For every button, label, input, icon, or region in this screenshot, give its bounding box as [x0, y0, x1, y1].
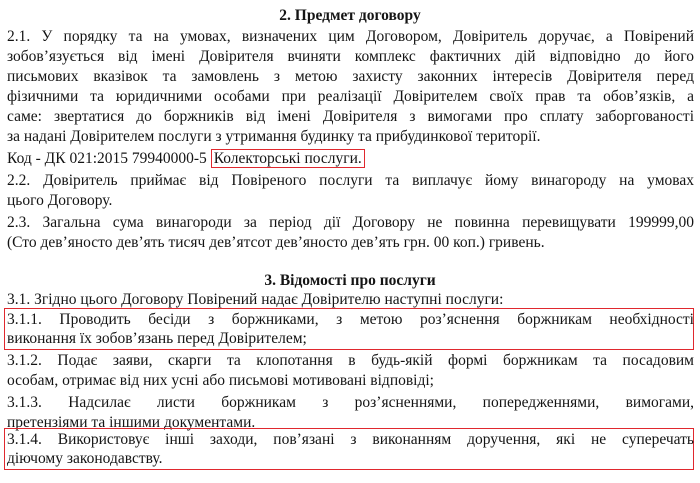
clause-2-1-line-3: письмових вказівок та замовлень з метою захисту законних інтересів Довірителя перед — [7, 68, 694, 85]
clause-2-1-line-5: саме: звертатися до боржників від імені Довірителя з вимогами про сплату заборгованості — [7, 108, 694, 125]
clause-2-1-line-4: фізичними та юридичними особами при реалізації Довірителем своїх прав та обов’язків, а — [7, 88, 694, 105]
cpv-code-prefix: Код - ДК 021:2015 79940000-5 — [7, 150, 211, 167]
clause-2-2-line-1: 2.2. Довіритель приймає від Повіреного послуги та виплачує йому винагороду на умовах — [7, 172, 694, 189]
section-2-heading: 2. Предмет договору — [279, 7, 421, 24]
clause-3-1-2-line-2: особам, отримає від них усні або письмові мотивовані відповіді; — [7, 372, 434, 389]
clause-2-3-line-2: (Сто дев’яносто дев’ять тисяч дев’ятсот дев’яносто дев’ять грн. 00 коп.) гривень. — [7, 234, 545, 251]
clause-3-1-4-line-2: діючому законодавству. — [7, 450, 163, 467]
clause-2-1-line-2: зобов’язується від імені Довірителя вчиняти комплекс фактичних дій відповідно до його — [7, 48, 694, 65]
clause-3-1-1-line-1: 3.1.1. Проводить бесіди з боржниками, з метою роз’яснення боржникам необхідності — [7, 311, 694, 328]
clause-2-1-line-6: за надані Довірителем послуги з утримання будинку та прибудинкової території. — [7, 128, 541, 145]
cpv-code-line — [7, 150, 365, 168]
clause-3-1-1-line-2: виконання їх зобов’язань перед Довірителем; — [7, 330, 307, 347]
clause-2-3-line-1: 2.3. Загальна сума винагороди за період дії Договору не повинна перевищувати 199999,00 — [7, 214, 694, 231]
clause-2-1-line-1: 2.1. У порядку та на умовах, визначених цим Договором, Довіритель доручає, а Повірений — [7, 28, 694, 45]
clause-3-1-line: 3.1. Згідно цього Договору Повірений надає Довірителю наступні послуги: — [7, 291, 504, 308]
cpv-code-highlight: Колекторські послуги. — [211, 149, 365, 168]
clause-3-1-2-line-1: 3.1.2. Подає заяви, скарги та клопотання в будь-якій формі боржникам та посадовим — [7, 352, 694, 369]
section-3-heading: 3. Відомості про послуги — [264, 272, 436, 289]
clause-2-2-line-2: цього Договору. — [7, 192, 113, 209]
clause-3-1-4-line-1: 3.1.4. Використовує інші заходи, пов’язані з виконанням доручення, які не суперечать — [7, 431, 694, 448]
clause-3-1-3-line-2: претензіями та іншими документами. — [7, 414, 256, 431]
clause-3-1-3-line-1: 3.1.3. Надсилає листи боржникам з роз’ясненнями, попередженнями, вимогами, — [7, 394, 694, 411]
